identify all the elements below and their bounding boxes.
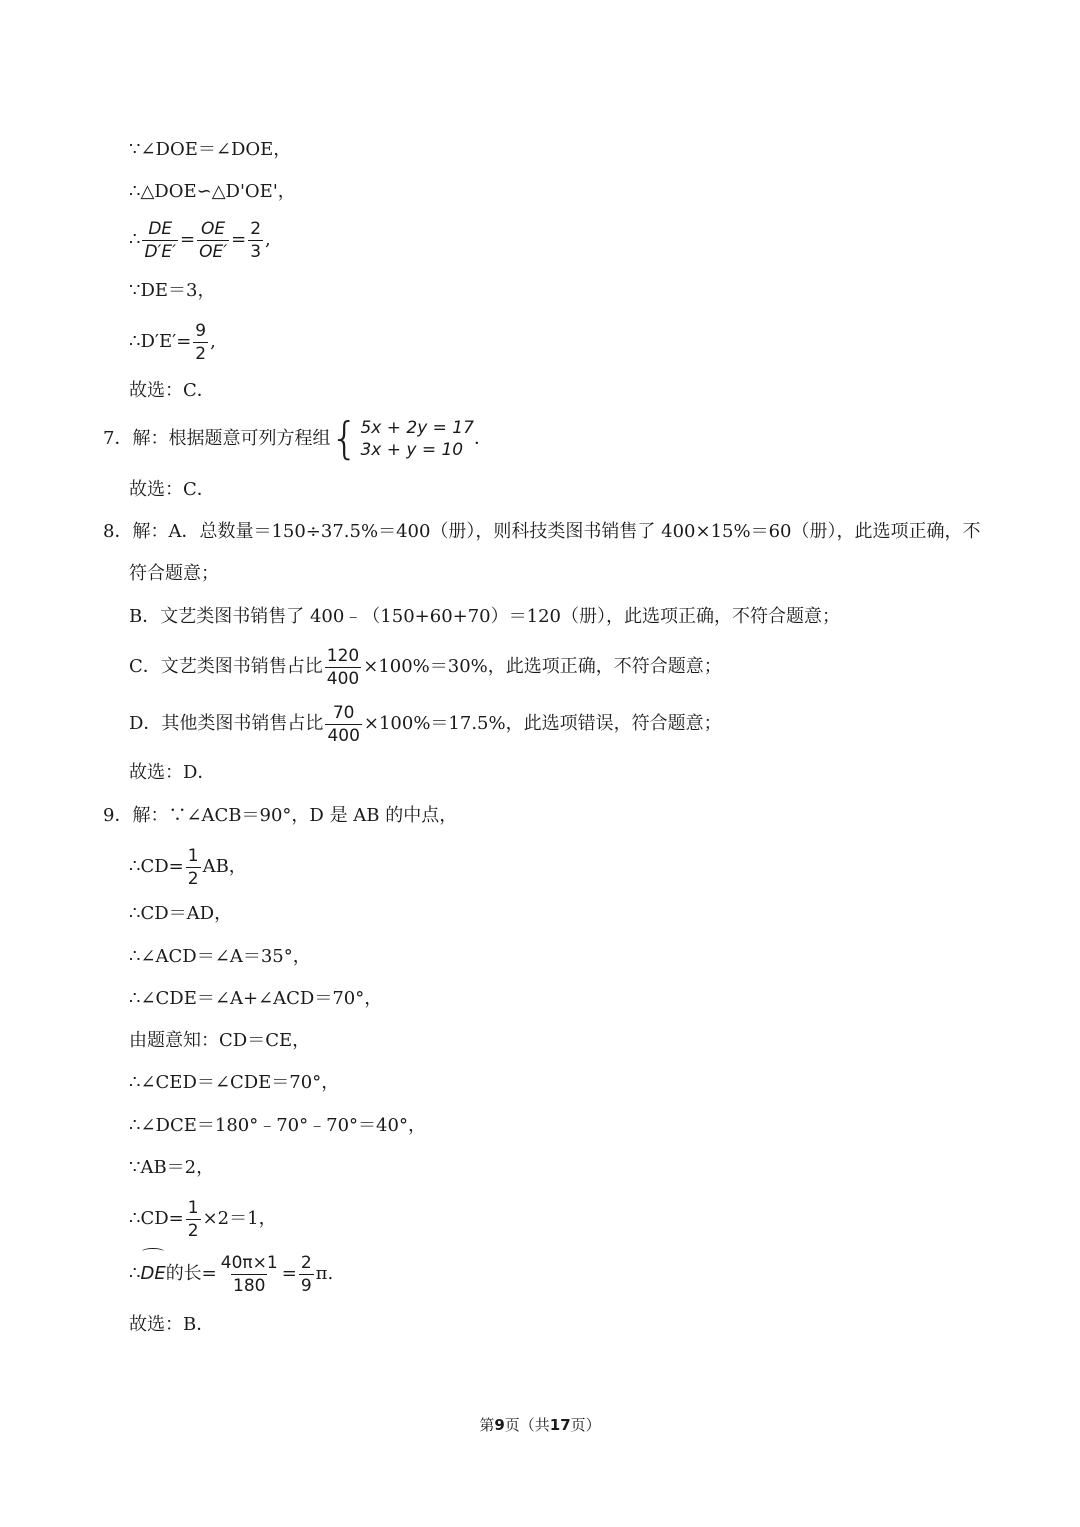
denominator: 2 bbox=[195, 343, 207, 364]
question-9-line: 9．解：∵∠ACB＝90°，D 是 AB 的中点， bbox=[103, 805, 458, 826]
numerator: OE bbox=[201, 218, 226, 239]
answer-line: 故选：C． bbox=[129, 380, 215, 401]
equation-suffix: ×2＝1， bbox=[202, 1208, 277, 1229]
equation-prefix: ∴CD= bbox=[129, 1208, 184, 1229]
footer-text: 页（共 bbox=[504, 1416, 550, 1434]
equation-system bbox=[330, 413, 474, 464]
numerator: 9 bbox=[195, 320, 207, 341]
denominator: 2 bbox=[187, 1220, 199, 1241]
step-line: ∵∠DOE＝∠DOE， bbox=[129, 139, 292, 160]
denominator: 180 bbox=[233, 1275, 266, 1296]
denominator: 400 bbox=[326, 668, 360, 689]
comma: , bbox=[265, 229, 271, 250]
fraction bbox=[186, 845, 201, 890]
denominator: 9 bbox=[300, 1275, 312, 1296]
denominator: 3 bbox=[250, 241, 262, 262]
fraction bbox=[186, 1197, 201, 1242]
option-d-line bbox=[129, 700, 722, 748]
option-text: C．文艺类图书销售占比 bbox=[129, 656, 323, 677]
numerator: DE bbox=[148, 218, 173, 239]
option-text: D．其他类图书销售占比 bbox=[129, 713, 324, 734]
denominator: 400 bbox=[327, 725, 360, 746]
numerator: 120 bbox=[326, 645, 360, 666]
numerator: 40π×1 bbox=[220, 1252, 278, 1273]
step-line: ∴∠ACD＝∠A＝35°， bbox=[129, 946, 311, 967]
equation-suffix: π. bbox=[315, 1263, 334, 1284]
footer-text: 页） bbox=[570, 1416, 601, 1434]
comma: , bbox=[210, 331, 216, 352]
answer-line: 故选：D． bbox=[129, 762, 216, 783]
step-line: ∵AB＝2， bbox=[129, 1157, 215, 1178]
numerator: 2 bbox=[250, 218, 262, 239]
denominator: 2 bbox=[187, 868, 199, 889]
option-text: ×100%＝30%，此选项正确，不符合题意； bbox=[363, 656, 722, 677]
equals: = bbox=[180, 229, 196, 250]
ratio-equation bbox=[129, 216, 271, 264]
therefore-symbol: ∴ bbox=[129, 229, 141, 250]
fraction bbox=[142, 218, 178, 263]
option-text: ×100%＝17.5%，此选项错误，符合题意； bbox=[363, 713, 722, 734]
step-line: ∴∠CED＝∠CDE＝70°， bbox=[129, 1072, 340, 1093]
total-pages: 17 bbox=[549, 1416, 571, 1434]
equation-prefix: ∴D′E′= bbox=[129, 331, 192, 352]
equals: = bbox=[281, 1263, 297, 1284]
numerator: 2 bbox=[300, 1252, 312, 1273]
equation-suffix: AB， bbox=[202, 856, 247, 877]
option-b-line: B．文艺类图书销售了 400﹣（150+60+70）＝120（册），此选项正确，不符合题意； bbox=[129, 606, 840, 627]
option-c-line bbox=[129, 643, 722, 691]
arc-length-equation bbox=[129, 1250, 333, 1298]
fraction bbox=[299, 1252, 314, 1297]
therefore-symbol: ∴ bbox=[129, 1263, 141, 1284]
step-equation bbox=[129, 1195, 277, 1243]
page-number: 9 bbox=[494, 1416, 505, 1434]
equation-text: 的长= bbox=[165, 1263, 217, 1284]
step-line: ∴∠CDE＝∠A+∠ACD＝70°， bbox=[129, 988, 383, 1009]
brace-icon: { bbox=[330, 413, 359, 464]
page-footer bbox=[0, 1414, 1080, 1435]
numerator: 1 bbox=[187, 1197, 199, 1218]
fraction bbox=[219, 1252, 280, 1297]
step-line: ∴∠DCE＝180°﹣70°﹣70°＝40°， bbox=[129, 1115, 426, 1136]
fraction bbox=[325, 645, 361, 690]
equation-row: 5x + 2y = 17 bbox=[360, 418, 474, 438]
answer-line: 故选：B． bbox=[129, 1314, 215, 1335]
step-line: ∵DE＝3， bbox=[129, 280, 216, 301]
equals: = bbox=[231, 229, 247, 250]
question-8-line: 8．解：A．总数量＝150÷37.5%＝400（册），则科技类图书销售了 400×15%＝60（册），此选项正确，不 bbox=[103, 521, 981, 542]
answer-line: 故选：C． bbox=[129, 479, 215, 500]
step-line: 由题意知：CD＝CE， bbox=[129, 1030, 311, 1051]
denominator: D′E′ bbox=[144, 241, 177, 262]
step-line: ∴△DOE∽△D'OE'， bbox=[129, 181, 296, 202]
numerator: 70 bbox=[332, 702, 355, 723]
numerator: 1 bbox=[187, 845, 199, 866]
fraction bbox=[248, 218, 263, 263]
denominator: OE′ bbox=[199, 241, 228, 262]
question-8-line: 符合题意； bbox=[129, 563, 219, 584]
question-7 bbox=[103, 414, 492, 464]
period: ． bbox=[473, 428, 492, 449]
question-text: 7．解：根据题意可列方程组 bbox=[103, 428, 331, 449]
step-line: ∴CD＝AD， bbox=[129, 903, 233, 924]
arc-symbol: DE bbox=[140, 1250, 165, 1298]
fraction bbox=[325, 702, 361, 747]
equation-row: 3x + y = 10 bbox=[360, 440, 464, 460]
step-equation bbox=[129, 843, 247, 891]
fraction bbox=[197, 218, 229, 263]
result-equation bbox=[129, 318, 216, 366]
footer-text: 第 bbox=[479, 1416, 495, 1434]
fraction bbox=[193, 320, 208, 365]
equation-prefix: ∴CD= bbox=[129, 856, 184, 877]
